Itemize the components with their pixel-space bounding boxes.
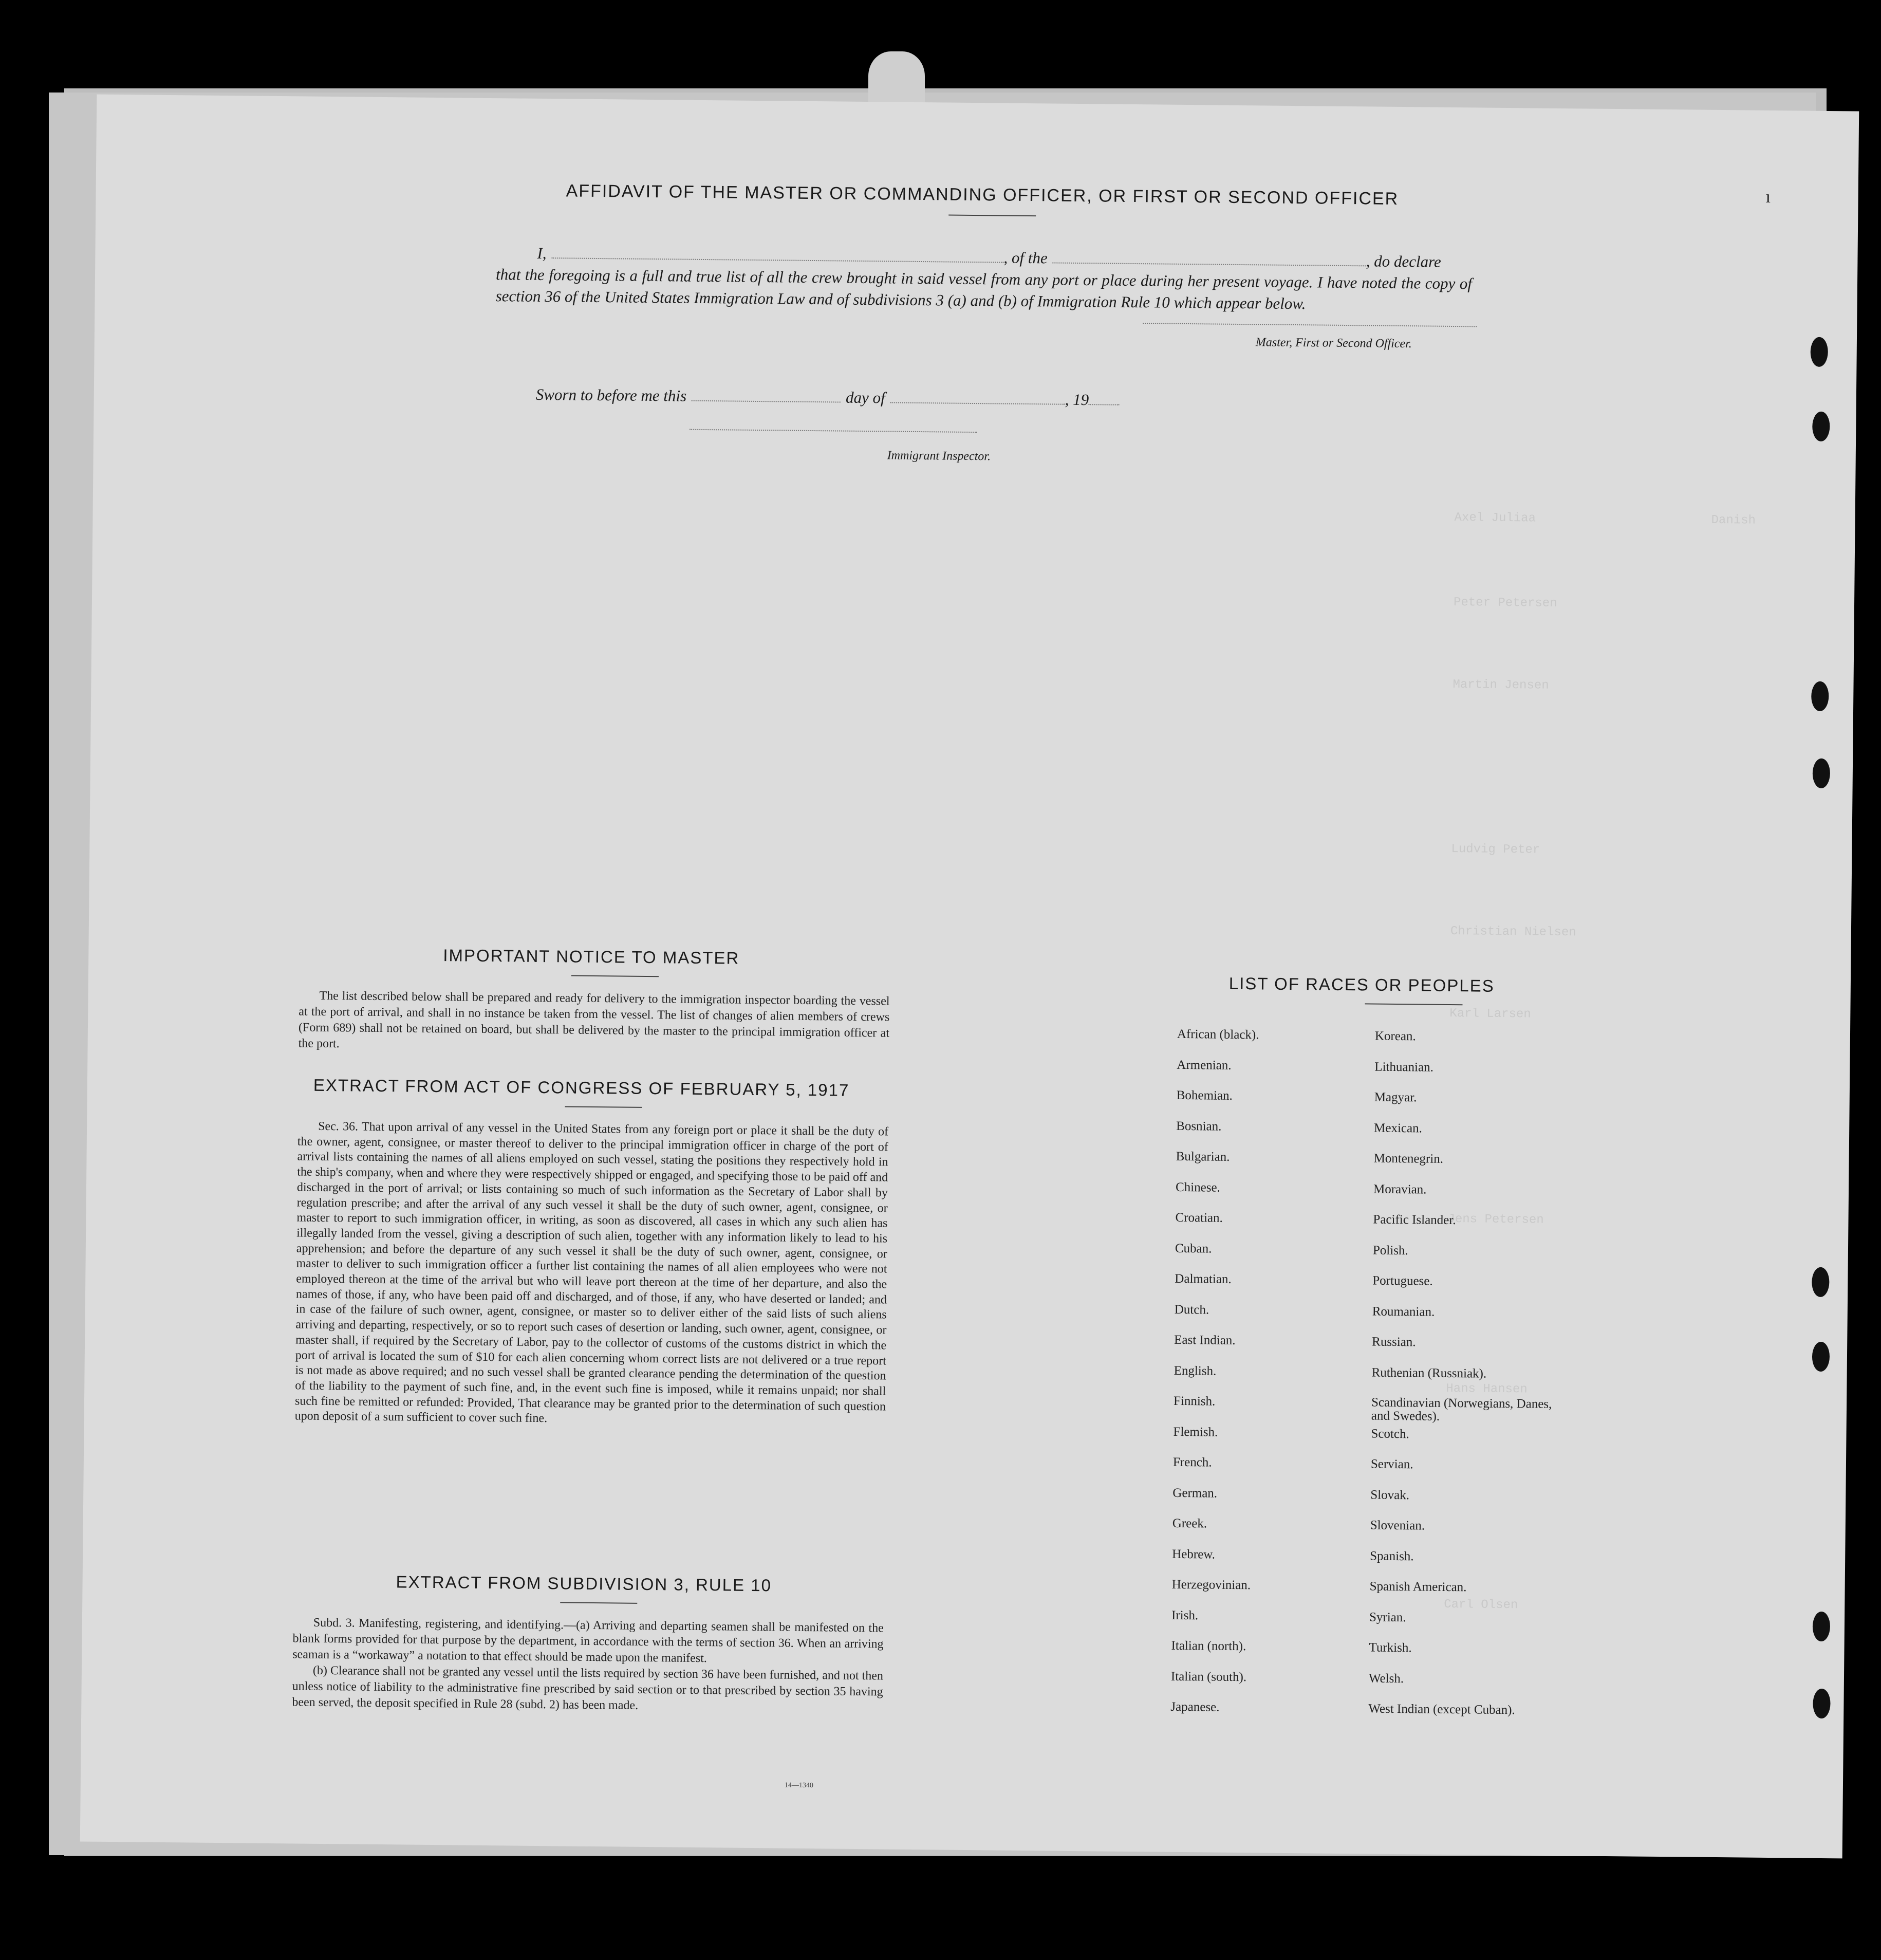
act-text bbox=[295, 1119, 889, 1430]
binder-hole bbox=[1813, 759, 1831, 788]
act-body: Sec. 36. That upon arrival of any vessel in the United States from any foreign port or place it shall be the duty of the owner, agent, consignee, or master thereof to deliver to the principal immigration officer in charge of the port of arrival lists containing the names of all aliens employed on such vessel, stating the positions they respectively hold in the ship's company, when and where they were respectively shipped or engaged, and specifying those to be paid off and discharged in the port of arrival; or lists containing so much of such information as the Secretary of Labor shall by regulation prescribe; and after the arrival of any such vessel it shall be the duty of such owner, agent, consignee, or master to report to such immigration officer, in writing, as soon as discovered, all cases in which any such alien has illegally landed from the vessel, giving a description of such alien, together with any information likely to lead to his apprehension; and before the departure of any such vessel it shall be the duty of such owner, agent, consignee, or master to deliver to such immigration officer a further list containing the names of all alien employees who were not employed thereon at the time of the arrival but who will leave port thereon at the time of her departure, and also the names of those, if any, who have been paid off and discharged, and of those, if any, who have deserted or landed; and in case of the failure of such owner, agent, consignee, or master so to deliver either of the said lists of such aliens arriving and departing, respectively, or so to report such cases of desertion or landing, such owner, agent, consignee, or master shall, if required by the Secretary of Labor, pay to the collector of customs of the customs district in which the port of arrival is located the sum of $10 for each alien concerning whom correct lists are not delivered or a true report is not made as above required; and no such vessel shall be granted clearance pending the determination of the question of the liability to the payment of such fine, and, in the event such fine is imposed, while it remains unpaid; nor shall such fine be remitted or refunded: Provided, That clearance may be granted prior to the determination of such question upon deposit of a sum sufficient to cover such fine. bbox=[294, 1119, 889, 1426]
manifest-page bbox=[80, 95, 1859, 1859]
race-item: Irish. bbox=[1171, 1608, 1199, 1622]
race-item: Bohemian. bbox=[1176, 1088, 1233, 1103]
do-declare-label: , do declare bbox=[1366, 252, 1441, 271]
notice-body: The list described below shall be prepared and ready for delivery to the immigration inspector boarding the vessel at the port of arrival, and shall in no instance be taken from the vessel. The list of changes of alien members of crews (Form 689) shall not be retained on board, but shall be delivered by the master to the principal immigration officer at the port. bbox=[298, 989, 890, 1051]
race-item: Finnish. bbox=[1173, 1394, 1216, 1409]
day-of-label: day of bbox=[845, 388, 885, 407]
sworn-label: Sworn to before me this bbox=[535, 385, 687, 405]
race-item: Syrian. bbox=[1369, 1610, 1406, 1624]
race-item: Russian. bbox=[1372, 1335, 1416, 1349]
year-label: , 19 bbox=[1065, 390, 1089, 409]
race-item: Slovenian. bbox=[1370, 1518, 1425, 1533]
binder-hole bbox=[1812, 1267, 1830, 1297]
race-item: Slovak. bbox=[1370, 1488, 1410, 1502]
rule-text bbox=[292, 1615, 884, 1716]
race-item: French. bbox=[1172, 1455, 1212, 1470]
race-item: Dutch. bbox=[1174, 1302, 1209, 1317]
race-item: Japanese. bbox=[1170, 1699, 1220, 1714]
bleed-through-text: Ludvig Peter bbox=[1451, 842, 1540, 857]
i-label: I, bbox=[537, 244, 547, 263]
bleed-through-text: Martin Jensen bbox=[1452, 678, 1549, 693]
tick-mark: ı bbox=[1765, 187, 1771, 207]
master-signature-label: Master, First or Second Officer. bbox=[1255, 336, 1412, 351]
race-item: Scotch. bbox=[1371, 1427, 1409, 1441]
race-item: Italian (south). bbox=[1170, 1669, 1247, 1684]
race-item: Roumanian. bbox=[1372, 1304, 1435, 1319]
bleed-through-text: Peter Petersen bbox=[1453, 596, 1557, 611]
races-title: LIST OF RACES OR PEOPLES bbox=[1228, 973, 1495, 995]
race-item: Servian. bbox=[1370, 1457, 1413, 1472]
sworn-month-field[interactable] bbox=[890, 402, 1065, 404]
race-item: Lithuanian. bbox=[1374, 1060, 1434, 1075]
race-item: Bulgarian. bbox=[1176, 1149, 1230, 1164]
races-left-column bbox=[1170, 1027, 1383, 1749]
affidavit-body: that the foregoing is a full and true list of all the crew brought in said vessel from any port or place during her present voyage. I have noted the copy of section 36 of the United States Immigration Law and of subdivisions 3 (a) and (b) of Immigration Rule 10 which appear below. bbox=[495, 265, 1473, 313]
race-item: Polish. bbox=[1372, 1243, 1408, 1258]
race-item: Chinese. bbox=[1175, 1180, 1221, 1195]
act-title: EXTRACT FROM ACT OF CONGRESS OF FEBRUARY 5, 1917 bbox=[313, 1075, 850, 1100]
notice-text bbox=[299, 988, 890, 1057]
bleed-through-text: Axel Juliaa bbox=[1454, 511, 1536, 526]
race-item: Portuguese. bbox=[1372, 1273, 1433, 1288]
bleed-through-text: Danish bbox=[1711, 513, 1756, 528]
rule-para-a: Subd. 3. Manifesting, registering, and identifying.—(a) Arriving and departing seamen shall be manifested on the blank forms provided for that purpose by the department, in accordance with the terms of section 36. When an arriving seaman is a “workaway” a notation to that effect should be made upon the manifest. bbox=[292, 1616, 884, 1666]
race-item: Scandinavian (Norwegians, Danes, and Swedes). bbox=[1371, 1395, 1552, 1423]
inspector-label: Immigrant Inspector. bbox=[887, 449, 991, 464]
race-item: Bosnian. bbox=[1176, 1119, 1222, 1134]
affidavit-title: AFFIDAVIT OF THE MASTER OR COMMANDING OFFICER, OR FIRST OR SECOND OFFICER bbox=[566, 181, 1399, 209]
race-item: English. bbox=[1174, 1363, 1217, 1378]
race-item: Hebrew. bbox=[1172, 1547, 1216, 1562]
race-item: Mexican. bbox=[1374, 1121, 1423, 1135]
rule-title: EXTRACT FROM SUBDIVISION 3, RULE 10 bbox=[396, 1572, 772, 1595]
races-underline bbox=[1365, 1003, 1463, 1005]
race-item: Pacific Islander. bbox=[1373, 1212, 1456, 1228]
bleed-through-text: Carl Olsen bbox=[1444, 1597, 1518, 1613]
affidavit-statement bbox=[495, 242, 1472, 316]
binder-hole bbox=[1813, 1689, 1831, 1718]
race-item: Cuban. bbox=[1175, 1241, 1212, 1256]
binder-hole bbox=[1813, 1612, 1831, 1641]
notice-underline bbox=[571, 975, 659, 977]
act-underline bbox=[565, 1106, 642, 1107]
bleed-through-text: Karl Larsen bbox=[1449, 1006, 1531, 1022]
bleed-through-text: Jens Petersen bbox=[1447, 1212, 1544, 1227]
vessel-name-field[interactable] bbox=[1053, 262, 1366, 266]
race-item: Magyar. bbox=[1374, 1090, 1417, 1105]
race-item: Greek. bbox=[1172, 1516, 1207, 1531]
inspector-signature-field[interactable] bbox=[690, 429, 977, 433]
binder-hole bbox=[1810, 337, 1828, 367]
rule-underline bbox=[560, 1602, 637, 1603]
race-item: Armenian. bbox=[1177, 1058, 1232, 1073]
race-item: German. bbox=[1172, 1486, 1218, 1501]
form-number: 14—1340 bbox=[784, 1781, 813, 1790]
race-item: Herzegovinian. bbox=[1171, 1577, 1251, 1593]
rule-para-b: (b) Clearance shall not be granted any vessel until the lists required by section 36 have been furnished, and not then unless notice of liability to the administrative fine prescribed by said section or to that prescribed by section 35 having been served, the deposit specified in Rule 28 (subd. 2) has been made. bbox=[292, 1663, 884, 1712]
race-item: Korean. bbox=[1374, 1029, 1416, 1044]
sworn-day-field[interactable] bbox=[692, 400, 841, 403]
race-item: African (black). bbox=[1177, 1027, 1259, 1042]
sworn-line bbox=[495, 383, 1471, 414]
binder-hole bbox=[1812, 1342, 1830, 1372]
race-item: Croatian. bbox=[1175, 1210, 1223, 1225]
race-item: Welsh. bbox=[1368, 1671, 1404, 1686]
race-item: Spanish. bbox=[1370, 1549, 1414, 1563]
race-item: Italian (north). bbox=[1171, 1638, 1246, 1654]
title-underline bbox=[948, 215, 1036, 217]
race-item: East Indian. bbox=[1174, 1333, 1236, 1348]
master-signature-field[interactable] bbox=[1143, 323, 1477, 327]
of-the-label: , of the bbox=[1003, 248, 1048, 267]
races-right-column bbox=[1368, 1029, 1591, 1751]
race-item: Moravian. bbox=[1373, 1182, 1427, 1197]
race-item: Montenegrin. bbox=[1373, 1151, 1444, 1166]
bleed-through-text: Hans Hansen bbox=[1446, 1381, 1528, 1397]
bleed-through-text: Christian Nielsen bbox=[1450, 924, 1576, 940]
race-item: Ruthenian (Russniak). bbox=[1371, 1365, 1487, 1381]
race-item: Spanish American. bbox=[1369, 1579, 1467, 1595]
race-item: Flemish. bbox=[1173, 1425, 1218, 1439]
race-item: West Indian (except Cuban). bbox=[1368, 1702, 1515, 1717]
binder-hole bbox=[1811, 681, 1829, 711]
sworn-year-field[interactable] bbox=[1089, 404, 1120, 405]
officer-name-field[interactable] bbox=[551, 257, 1003, 263]
race-item: Dalmatian. bbox=[1175, 1271, 1232, 1286]
binder-hole bbox=[1812, 412, 1830, 441]
notice-title: IMPORTANT NOTICE TO MASTER bbox=[443, 946, 740, 968]
race-item: Turkish. bbox=[1369, 1640, 1412, 1655]
